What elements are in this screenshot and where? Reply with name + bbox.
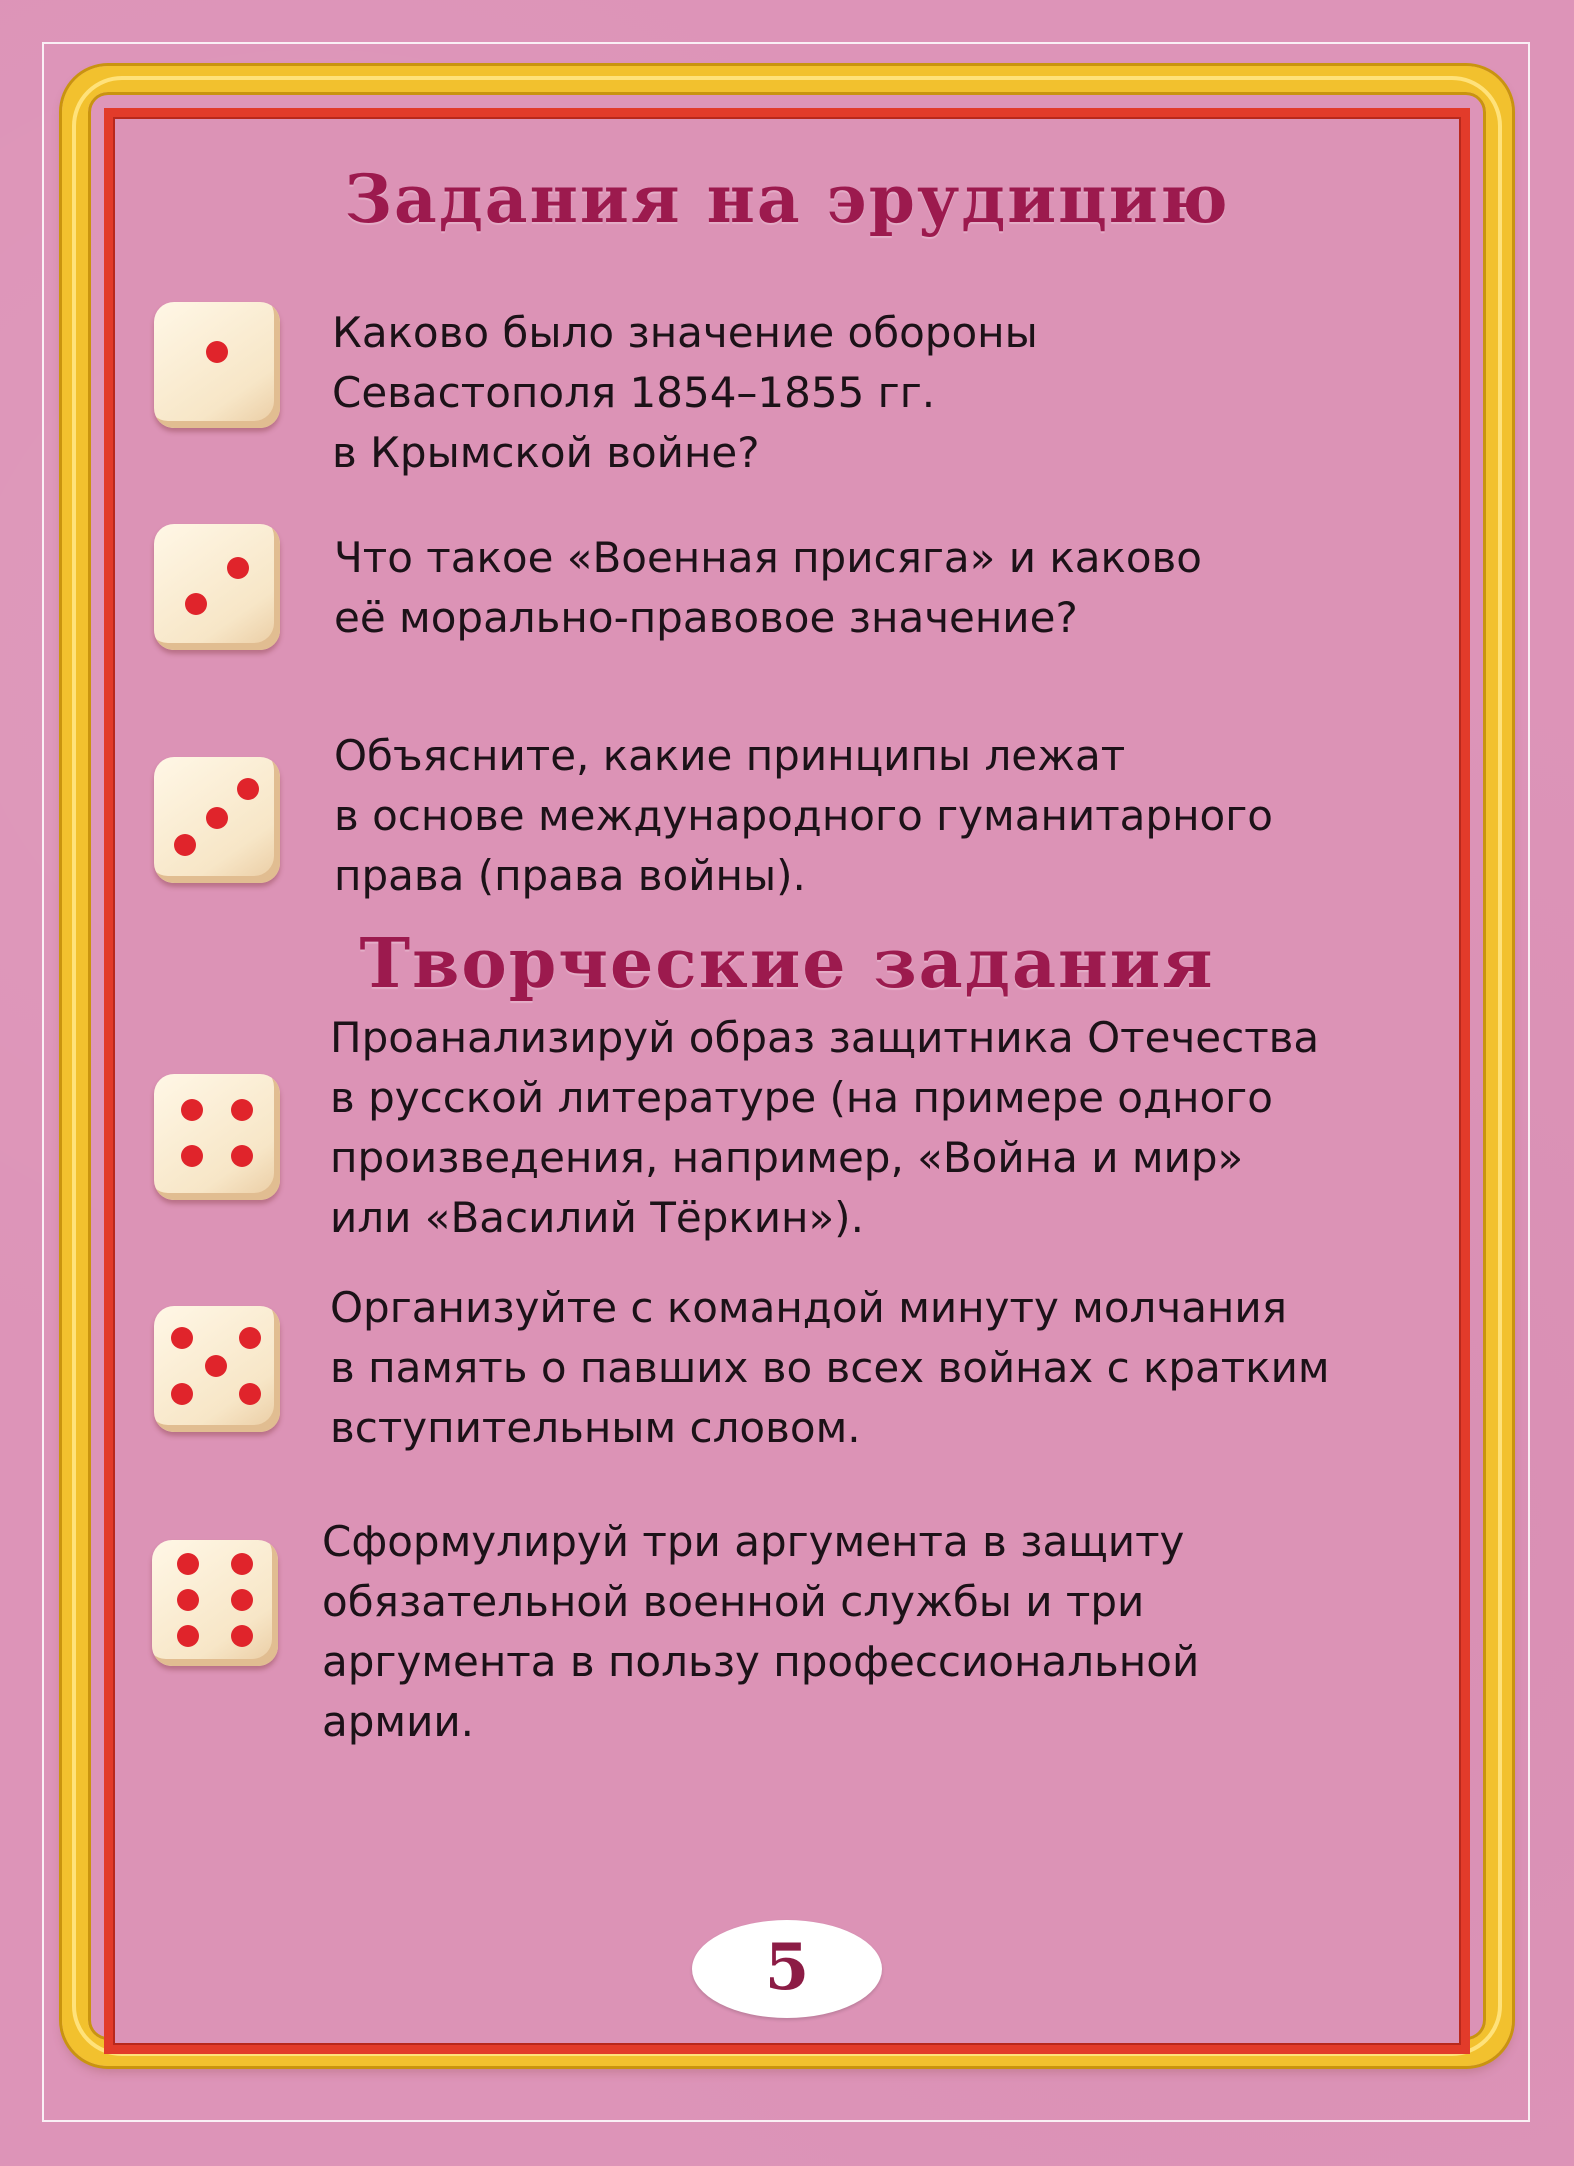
dice-one-icon <box>154 302 280 428</box>
page-number-badge <box>692 1920 882 2018</box>
dice-three-icon <box>154 757 280 883</box>
erudition-section-title: Задания на эрудицию <box>344 160 1230 238</box>
task-3-text: Объясните, какие принципы лежат в основе международного гуманитарного права (права войны). <box>334 731 1273 900</box>
task-5-text: Организуйте с командой минуту молчания в память о павших во всех войнах с кратким вступительным словом. <box>330 1283 1330 1452</box>
dice-six-icon <box>152 1540 278 1666</box>
task-6-text: Сформулируй три аргумента в защиту обязательной военной службы и три аргумента в пользу профессиональной армии. <box>322 1517 1200 1746</box>
dice-four-icon <box>154 1074 280 1200</box>
task-4-text: Проанализируй образ защитника Отечества в русской литературе (на примере одного произведения, например, «Война и мир» или «Василий Тёркин»). <box>330 1013 1320 1242</box>
task-1-text: Каково было значение обороны Севастополя 1854–1855 гг. в Крымской войне? <box>332 308 1038 477</box>
creative-section-title: Творческие задания <box>359 924 1215 1004</box>
dice-five-icon <box>154 1306 280 1432</box>
dice-two-icon <box>154 524 280 650</box>
page-number: 5 <box>764 1930 810 2005</box>
task-2-text: Что такое «Военная присяга» и каково её морально-правовое значение? <box>334 533 1202 642</box>
